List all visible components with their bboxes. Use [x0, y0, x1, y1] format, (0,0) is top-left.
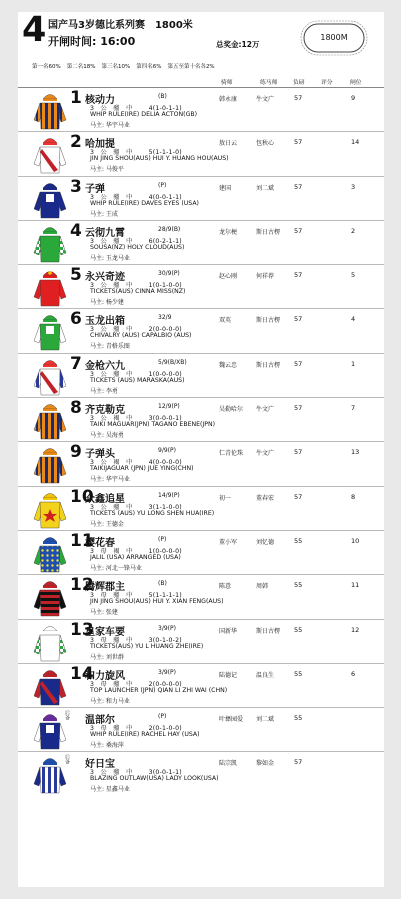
runner-row [18, 176, 384, 220]
trainer-name: 刘二斌 [256, 184, 275, 192]
horse-name: 玉龙出箱 [85, 316, 125, 328]
saddle-number: 9 [70, 442, 82, 463]
owner: 马主: 刘世群 [90, 653, 124, 661]
trainer-name: 斯日古楞 [256, 317, 281, 325]
age-sex: 3 公 骝 中 [90, 105, 133, 112]
prize-split-5: 第五至第十名各2% [167, 64, 215, 70]
horse-rating: 28/9(B) [158, 225, 181, 233]
form-record: 1(0-0-0-0) [148, 370, 182, 378]
barrier-draw: 3 [351, 182, 356, 191]
saddle-number: 6 [70, 309, 82, 330]
distance-label: 1800M [320, 33, 348, 42]
jockey-silk-icon [30, 311, 70, 351]
runner-row [18, 619, 384, 663]
age-sex: 3 公 骝 中 [90, 237, 133, 245]
runner-row [18, 707, 384, 751]
barrier-draw: 5 [351, 271, 356, 280]
trainer-name: 斯日古楞 [256, 228, 281, 236]
carried-weight: 57 [294, 138, 303, 147]
jockey-name: 双英 [219, 317, 232, 325]
trainer-name: 黎如金 [256, 760, 275, 768]
horse-name: 金枪六九 [85, 360, 125, 372]
trainer-name: 斯日古楞 [256, 361, 281, 369]
runner-row [18, 486, 384, 530]
age-sex: 3 公 骝 中 [90, 282, 133, 290]
carried-weight: 57 [294, 271, 303, 280]
jockey-name: 赵心刚 [219, 273, 238, 281]
horse-rating: 30/9(P) [158, 270, 180, 278]
owner: 马主: 王德金 [90, 520, 124, 528]
carried-weight: 55 [294, 625, 303, 634]
owner: 马主: 杨少建 [90, 299, 124, 307]
saddle-number: 1 [70, 88, 82, 108]
col-draw: 闸位 [350, 80, 362, 86]
jockey-silk-icon [30, 666, 70, 706]
trainer-name: 何祥荐 [256, 273, 275, 281]
race-header [18, 12, 384, 87]
carried-weight: 57 [294, 94, 303, 102]
trainer-name: 温良生 [256, 671, 275, 679]
saddle-number: 7 [70, 353, 82, 374]
runner-row [18, 663, 384, 707]
owner: 马主: 吴海勇 [90, 432, 124, 440]
pedigree: TOP LAUNCHER (JPN) QIAN LI ZHI WAI (CHN) [90, 686, 228, 694]
form-record: 2(0-0-0-0) [148, 680, 182, 688]
carried-weight: 57 [294, 182, 303, 191]
jockey-name: 董小军 [219, 538, 238, 546]
owner: 马主: 张建 [90, 609, 118, 617]
carried-weight: 55 [294, 581, 303, 590]
col-rating: 评分 [321, 80, 333, 86]
age-sex: 3 母 骝 中 [90, 725, 133, 733]
jockey-silk-icon [30, 444, 70, 484]
saddle-number: 8 [70, 398, 82, 419]
jockey-name: 吴勒哈尔 [219, 406, 244, 414]
barrier-draw: 10 [351, 536, 360, 545]
owner: 马主: 青格乐图 [90, 343, 130, 351]
barrier-draw: 9 [351, 94, 356, 102]
column-headers [18, 77, 384, 87]
age-sex: 3 母 骝 中 [90, 636, 133, 644]
col-jockey: 骑师 [221, 80, 233, 86]
jockey-name: 韩永康 [219, 96, 238, 103]
runner-row [18, 441, 384, 485]
jockey-silk-icon [30, 134, 70, 174]
jockey-silk-icon [30, 267, 70, 307]
age-sex: 3 公 骝 中 [90, 370, 133, 378]
col-trainer: 练马师 [260, 80, 278, 86]
carried-weight: 57 [294, 758, 303, 767]
pedigree: WHIP RULE(IRE) DAVES EYES (USA) [90, 199, 199, 207]
horse-rating: 12/9(P) [158, 403, 180, 411]
pedigree: TICKETS(AUS) YU L HUANG ZHE(IRE) [90, 642, 204, 650]
carried-weight: 57 [294, 404, 303, 413]
runner-row [18, 353, 384, 397]
form-record: 4(1-0-1-1) [148, 105, 182, 112]
prize-split-2: 第二名18% [66, 64, 96, 70]
jockey-name: 陆德记 [219, 671, 238, 679]
jockey-name: 初一 [219, 494, 232, 502]
jockey-silk-icon [30, 223, 70, 263]
barrier-draw: 6 [351, 669, 356, 678]
jockey-name: 叶彝园爱 [219, 716, 244, 724]
jockey-silk-icon [30, 489, 70, 529]
age-sex: 3 公 褐 中 [90, 415, 133, 423]
jockey-silk-icon [30, 356, 70, 396]
pedigree: JALIL (USA) ARRANGED (USA) [90, 553, 181, 561]
barrier-draw: 8 [351, 492, 356, 501]
form-record: 3(0-0-1-1) [148, 769, 182, 777]
carried-weight: 57 [294, 315, 303, 324]
pedigree: WHIP RULE(IRE) DELIA ACTON(GB) [90, 111, 198, 118]
horse-name: 云彻九霄 [85, 227, 125, 239]
runner-row [18, 574, 384, 618]
horse-name: 子弹头 [85, 449, 115, 461]
runner-row [18, 530, 384, 574]
saddle-number: 12 [70, 575, 94, 596]
horse-rating: 5/9(B/XB) [158, 358, 187, 366]
carried-weight: 55 [294, 714, 303, 723]
horse-rating: (P) [158, 181, 167, 189]
barrier-draw: 11 [351, 581, 360, 590]
saddle-number: 11 [70, 530, 94, 551]
racecard-page [18, 12, 384, 887]
runner-list [18, 87, 384, 796]
form-record: 4(0-0-1-1) [148, 193, 182, 201]
runner-row [18, 220, 384, 264]
reserve-tag: 后备 [64, 710, 70, 721]
saddle-number: 4 [70, 220, 82, 241]
horse-rating: (B) [158, 580, 167, 588]
form-record: 2(0-0-0-0) [148, 326, 182, 334]
carried-weight: 57 [294, 492, 303, 501]
jockey-silk-icon [30, 577, 70, 617]
pedigree: JIN JING SHOU(AUS) HUI Y. HUANG HOU(AUS) [90, 155, 229, 163]
age-sex: 3 公 骝 中 [90, 326, 133, 334]
jockey-name: 陈意 [219, 583, 232, 591]
distance-badge [298, 18, 370, 58]
owner: 马主: 华宇马业 [90, 122, 130, 129]
form-record: 3(1-1-0-0) [148, 503, 182, 511]
trainer-name: 包秋心 [256, 140, 275, 148]
pedigree: TICKETS (AUS) MARASKA(AUS) [90, 376, 185, 384]
age-sex: 3 母 褐 中 [90, 547, 133, 555]
barrier-draw: 1 [351, 359, 356, 368]
horse-name: 皇家车要 [85, 626, 125, 638]
pedigree: TAIKI MAGUAR(JPN) TAGANO EBENE(JPN) [90, 421, 216, 429]
runner-row [18, 131, 384, 175]
carried-weight: 57 [294, 226, 303, 235]
pedigree: CHIVALRY (AUS) CAPALBIO (AUS) [90, 332, 192, 340]
jockey-silk-icon [30, 533, 70, 573]
pedigree: BLAZING OUTLAW(USA) LADY LOOK(USA) [90, 775, 219, 783]
carried-weight: 57 [294, 448, 303, 457]
horse-rating: 9/9(P) [158, 447, 176, 455]
pedigree: JIN JING SHOU(AUS) HUI Y. XIAN FENG(AUS) [90, 598, 224, 606]
age-sex: 3 公 骝 中 [90, 193, 133, 201]
pedigree: SOUSA(NZ) HOLY CLOUD(AUS) [90, 243, 185, 251]
horse-name: 众鑫追星 [85, 493, 125, 505]
age-sex: 3 公 褐 中 [90, 459, 133, 467]
jockey-name: 敖日云 [219, 140, 238, 148]
prize-split-1: 第一名60% [32, 64, 61, 70]
form-record: 4(0-0-0-0) [148, 459, 182, 467]
horse-name: 核动力 [85, 95, 115, 106]
barrier-draw: 4 [351, 315, 356, 324]
carried-weight: 57 [294, 359, 303, 368]
pedigree: TICKETS(AUS) CINNA MISS(NZ) [90, 288, 186, 296]
horse-name: 和力旋风 [85, 670, 125, 682]
carried-weight: 55 [294, 536, 303, 545]
owner: 马主: 马俊平 [90, 166, 124, 174]
jockey-silk-icon [30, 400, 70, 440]
jockey-name: 建国 [219, 184, 232, 192]
owner: 马主: 和力马业 [90, 697, 130, 705]
trainer-name: 董春宏 [256, 494, 275, 502]
horse-name: 永兴奇迹 [85, 272, 125, 284]
jockey-name: 国新华 [219, 627, 238, 635]
form-record: 1(0-0-0-0) [148, 547, 182, 555]
barrier-draw: 2 [351, 226, 356, 235]
race-title: 国产马3岁德比系列赛 1800米 [48, 20, 193, 31]
form-record: 3(0-0-0-1) [148, 415, 182, 423]
barrier-draw: 14 [351, 138, 360, 147]
jockey-silk-icon [30, 179, 70, 219]
prize-split [32, 62, 378, 70]
horse-name: 子弹 [85, 183, 105, 195]
jockey-silk-icon [30, 90, 70, 130]
jockey-name: 陆宗凯 [219, 760, 238, 768]
age-sex: 3 母 骝 中 [90, 680, 133, 688]
carried-weight: 55 [294, 669, 303, 678]
barrier-draw: 7 [351, 404, 356, 413]
trainer-name: 牛文广 [256, 450, 275, 458]
runner-row [18, 87, 384, 131]
age-sex: 3 公 骝 中 [90, 503, 133, 511]
owner: 马主: 华宇马业 [90, 476, 130, 484]
owner: 马主: 桑海萍 [90, 742, 124, 750]
start-time: 开闸时间: 16:00 [48, 35, 136, 48]
horse-rating: 3/9(P) [158, 668, 176, 676]
horse-name: 樱花春 [85, 537, 115, 549]
runner-row [18, 397, 384, 441]
col-weight: 负磅 [293, 80, 305, 86]
jockey-name: 仁青伦珠 [219, 450, 244, 458]
race-number: 4 [22, 10, 47, 50]
saddle-number: 14 [70, 663, 94, 684]
horse-name: 齐克勒克 [85, 405, 125, 417]
trainer-name: 牛文广 [256, 406, 275, 414]
pedigree: TICKETS (AUS) YU LONG SHEN HUA(IRE) [90, 509, 215, 517]
saddle-number: 10 [70, 486, 94, 507]
prize-split-4: 第四名6% [136, 64, 162, 70]
age-sex: 3 母 骝 中 [90, 592, 133, 600]
runner-row [18, 308, 384, 352]
reserve-tag: 后备 [64, 754, 70, 765]
jockey-silk-icon [30, 622, 70, 662]
horse-rating: 14/9(P) [158, 491, 180, 499]
age-sex: 3 公 骝 中 [90, 769, 133, 777]
barrier-draw: 13 [351, 448, 360, 457]
form-record: 2(0-1-0-0) [148, 725, 182, 733]
form-record: 3(0-1-0-2) [148, 636, 182, 644]
trainer-name: 牛文广 [256, 96, 275, 103]
form-record: 5(1-1-1-0) [148, 149, 182, 157]
prize-split-3: 第三名10% [101, 64, 131, 70]
horse-rating: (B) [158, 93, 167, 100]
form-record: 6(0-2-1-1) [148, 237, 182, 245]
runner-row [18, 264, 384, 308]
form-record: 1(0-1-0-0) [148, 282, 182, 290]
owner: 马主: 李勇 [90, 387, 118, 395]
owner: 马主: 王成 [90, 210, 118, 218]
jockey-name: 魏云忠 [219, 361, 238, 369]
barrier-draw: 12 [351, 625, 360, 634]
trainer-name: 刘忆德 [256, 538, 275, 546]
horse-rating: 3/9(P) [158, 624, 176, 632]
owner: 马主: 星鑫马业 [90, 786, 130, 794]
age-sex: 3 公 骝 中 [90, 149, 133, 157]
saddle-number: 2 [70, 132, 82, 153]
horse-rating: (P) [158, 713, 167, 721]
form-record: 5(1-1-1-1) [148, 592, 182, 600]
prize-total: 总奖金:12万 [216, 40, 260, 49]
horse-name: 好日宝 [85, 759, 115, 771]
horse-name: 腾辉郡主 [85, 582, 125, 594]
trainer-name: 刘二斌 [256, 716, 275, 724]
horse-name: 温部尔 [85, 715, 115, 727]
runner-row [18, 751, 384, 795]
pedigree: TAIKIJAGUAR (JPN) JUE YING(CHN) [90, 465, 194, 473]
saddle-number: 3 [70, 176, 82, 197]
horse-name: 哈加提 [85, 139, 115, 151]
saddle-number: 13 [70, 619, 94, 640]
horse-rating: 32/9 [158, 314, 172, 322]
trainer-name: 斯日古楞 [256, 627, 281, 635]
horse-rating: (P) [158, 535, 167, 543]
pedigree: WHIP RULE(IRE) RACHEL HAY (USA) [90, 731, 200, 739]
trainer-name: 周韩 [256, 583, 269, 591]
saddle-number: 5 [70, 265, 82, 286]
jockey-name: 龙尔梗 [219, 228, 238, 236]
owner: 马主: 河北一锋马业 [90, 564, 142, 572]
owner: 马主: 玉龙马业 [90, 254, 130, 262]
